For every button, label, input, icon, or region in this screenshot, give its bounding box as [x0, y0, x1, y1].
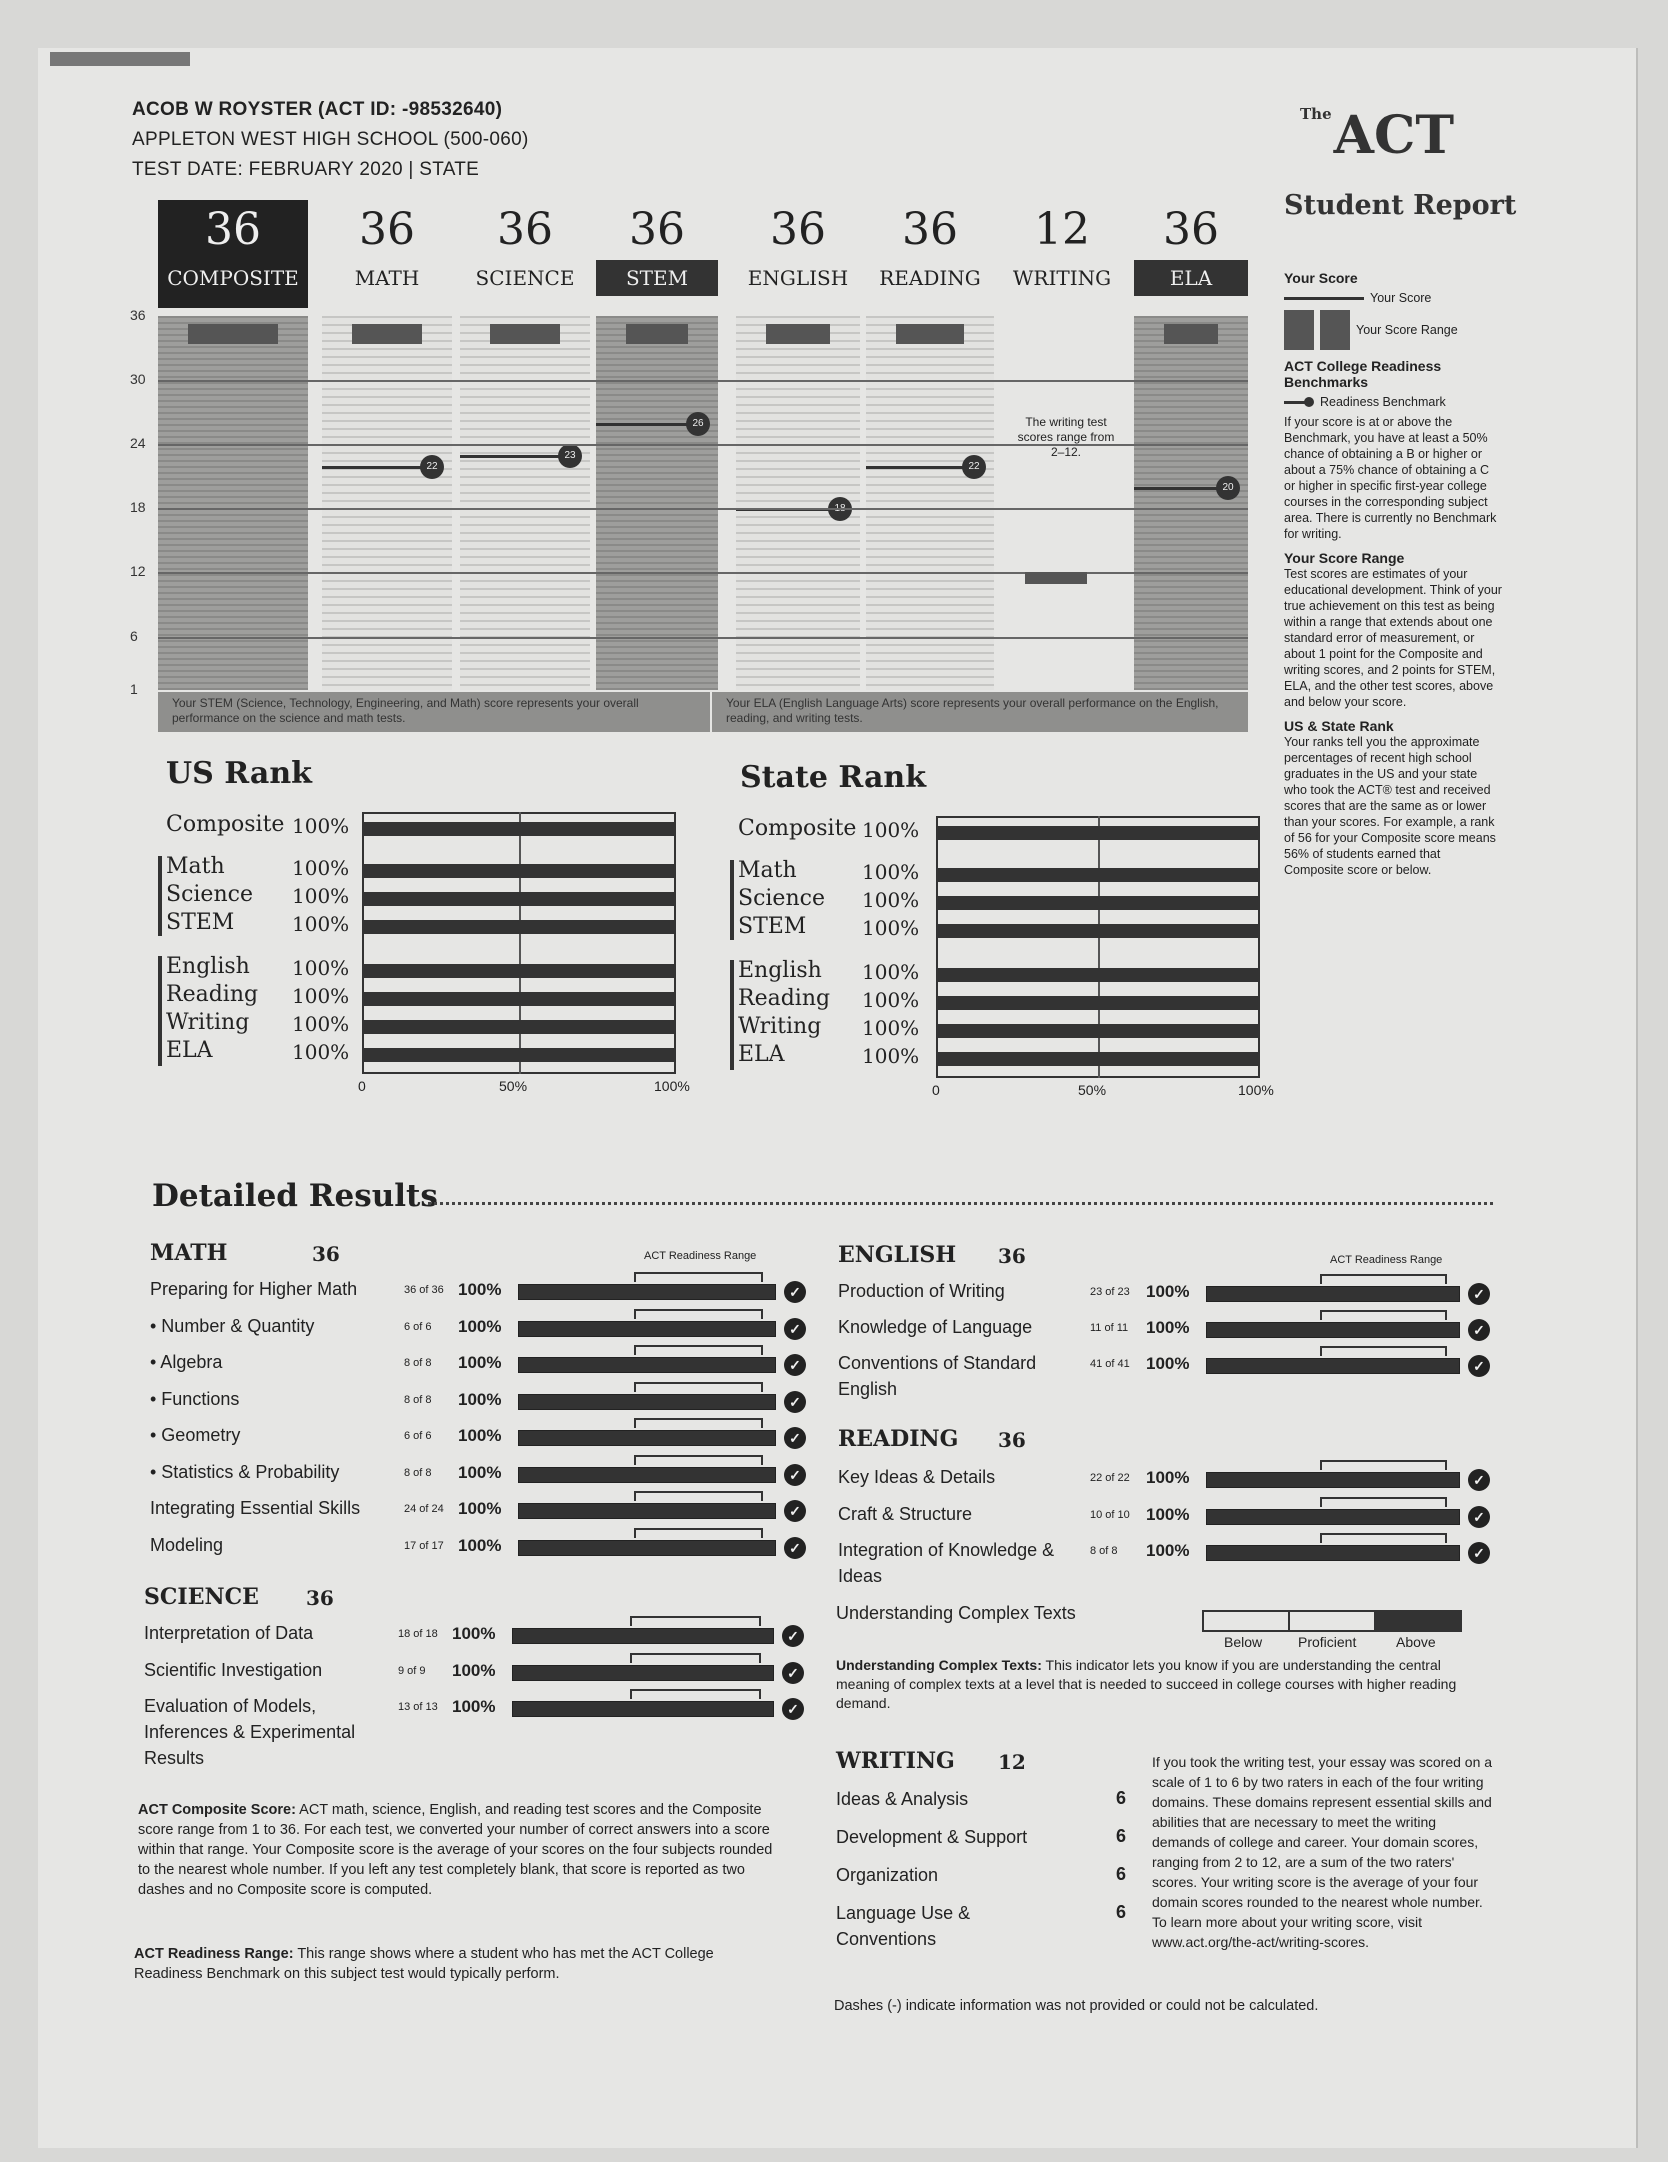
math-check-icon: ✓ [784, 1500, 806, 1522]
english-fraction: 11 of 11 [1090, 1322, 1129, 1334]
axis-gridline [158, 508, 1248, 510]
score-label: WRITING [1012, 266, 1112, 290]
benchmark-marker: 22 [962, 455, 986, 479]
range-swatch-2 [1320, 310, 1350, 350]
uct-proficient [1290, 1612, 1376, 1630]
us_rank-row-label: Composite [166, 812, 285, 837]
writing-score-bar [1025, 572, 1087, 584]
score-value: 36 [1163, 204, 1219, 255]
benchmark-marker: 23 [558, 444, 582, 468]
range-title: Your Score Range [1284, 550, 1405, 566]
uct-above [1376, 1612, 1460, 1630]
state_rank-bar [938, 996, 1258, 1010]
science-readiness-range [630, 1653, 761, 1663]
benchmark-line [596, 423, 698, 426]
science-section-title: SCIENCE [144, 1584, 259, 1610]
score-header-ela [1134, 200, 1248, 308]
us_rank-bar [364, 864, 674, 878]
score-range-bar [1164, 324, 1218, 344]
writing-domain: Ideas & Analysis [836, 1789, 969, 1809]
english-readiness-range [1320, 1274, 1447, 1284]
score-label: SCIENCE [475, 266, 575, 290]
composite-note: ACT Composite Score: ACT math, science, English, and reading test scores and the Composite score range from 1 to 36. For each test, we converted your number of correct answers into a score within that range. Your Composite score is the average of your scores on the four subjects rounded to the nearest whole number. If you left any test completely blank, that score is reported as two dashes and no Composite score is computed. [138, 1802, 773, 1898]
science-check-icon: ✓ [782, 1662, 804, 1684]
axis-tick-label: 30 [130, 371, 146, 388]
us_rank-row-pct: 100% [292, 856, 350, 880]
us_rank-row-label: STEM [166, 910, 235, 935]
score-column-math [322, 316, 452, 690]
math-readiness-range [634, 1382, 763, 1392]
reading-percent: 100% [1146, 1504, 1190, 1524]
math-check-icon: ✓ [784, 1391, 806, 1413]
us_rank-axis-label: 50% [499, 1078, 528, 1094]
math-fraction: 24 of 24 [404, 1503, 444, 1515]
reading-fraction: 22 of 22 [1090, 1472, 1130, 1484]
score-column-composite [158, 316, 308, 690]
rank-text: Your ranks tell you the approximate percentages of recent high school graduates in the US and your state who took the ACT® test and received scores that are the same as or lower than your scores. For example, a rank of 56 for your Composite score means 56% of students earned that Composite score or below. [1284, 735, 1496, 877]
science-check-icon: ✓ [782, 1625, 804, 1647]
us_rank-row-pct: 100% [292, 884, 350, 908]
math-check-icon: ✓ [784, 1318, 806, 1340]
math-bar [518, 1540, 776, 1556]
side-legend [1284, 262, 1502, 878]
math-bar [518, 1357, 776, 1373]
math-percent: 100% [458, 1462, 502, 1482]
state_rank-axis-label: 100% [1238, 1082, 1274, 1098]
us_rank-row-label: ELA [166, 1038, 213, 1063]
state_rank-row-pct: 100% [862, 988, 920, 1012]
your-score-title: Your Score [1284, 270, 1358, 286]
state_rank-row-label: ELA [738, 1042, 785, 1067]
report-title: Student Report [1284, 190, 1517, 221]
state_rank-bar [938, 1052, 1258, 1066]
detailed-results-title: Detailed Results [152, 1178, 438, 1214]
us_rank-row-pct: 100% [292, 956, 350, 980]
stem-caption: Your STEM (Science, Technology, Engineering, and Math) score represents your overall performance on the science and math tests. [158, 692, 710, 732]
uct-below-label: Below [1224, 1634, 1263, 1650]
axis-tick-label: 6 [130, 627, 138, 644]
range-text: Test scores are estimates of your educational development. Think of your true achievement on this test as being within a range that extends about one standard error of measurement, or about 1 point for the Composite and writing scores, and 2 points for STEM, ELA, and the other test scores, above and below your score. [1284, 567, 1502, 709]
score-value: 36 [629, 204, 685, 255]
math-percent: 100% [458, 1499, 502, 1518]
us_rank-row-pct: 100% [292, 912, 350, 936]
science-bar [512, 1701, 774, 1717]
math-readiness-range [634, 1491, 763, 1501]
score-header-english [736, 200, 860, 308]
state_rank-bar [938, 1024, 1258, 1038]
benchmarks-title: ACT College Readiness Benchmarks [1284, 358, 1442, 390]
math-category: Integrating Essential Skills [150, 1498, 361, 1518]
benchmark-marker: 20 [1216, 476, 1240, 500]
score-column-english [736, 316, 860, 690]
reading-section-score: 36 [998, 1428, 1026, 1452]
student-header [132, 95, 529, 185]
state_rank-bar [938, 868, 1258, 882]
score-range-bar [766, 324, 830, 344]
score-column-ela [1134, 316, 1248, 690]
math-percent: 100% [458, 1535, 502, 1555]
english-percent: 100% [1146, 1282, 1190, 1301]
benchmark-marker: 22 [420, 455, 444, 479]
reading-check-icon: ✓ [1468, 1542, 1490, 1564]
us_rank-bar [364, 822, 674, 836]
science-section-score: 36 [306, 1586, 334, 1610]
math-category: • Number & Quantity [150, 1315, 315, 1336]
state-rank-title: State Rank [740, 760, 927, 795]
us_rank-group-bracket [158, 856, 162, 936]
math-check-icon: ✓ [784, 1537, 806, 1559]
state_rank-axis-label: 0 [932, 1082, 940, 1098]
score-label: ENGLISH [747, 266, 849, 290]
math-category: Modeling [150, 1534, 224, 1555]
axis-gridline [158, 637, 1248, 639]
score-column-reading [866, 316, 994, 690]
score-header-reading [866, 200, 994, 308]
uct-above-label: Above [1396, 1634, 1436, 1650]
us_rank-row-label: Reading [166, 982, 259, 1007]
math-percent: 100% [458, 1426, 502, 1445]
math-category: Preparing for Higher Math [150, 1279, 358, 1299]
score-value: 36 [205, 204, 261, 255]
math-bar [518, 1503, 776, 1519]
math-bar [518, 1394, 776, 1410]
math-category: • Functions [150, 1388, 240, 1409]
score-label: COMPOSITE [167, 266, 299, 290]
reading-percent: 100% [1146, 1468, 1190, 1487]
writing-section-title: WRITING [836, 1748, 955, 1774]
us_rank-bar [364, 964, 674, 978]
math-fraction: 17 of 17 [404, 1539, 444, 1552]
us-rank-title: US Rank [166, 756, 312, 791]
benchmark-text: If your score is at or above the Benchmark, you have at least a 50% chance of obtaining a B or higher or about a 75% chance of obtaining a C or higher in specific first-year college courses in the corresponding subject area. There is currently no Benchmark for writing. [1284, 415, 1497, 541]
math-readiness-range [634, 1528, 763, 1538]
math-percent: 100% [458, 1280, 502, 1299]
state_rank-row-label: Composite [738, 816, 857, 841]
score-label: READING [879, 266, 981, 290]
score-line-swatch [1284, 297, 1364, 300]
us_rank-row-label: English [166, 954, 250, 979]
state_rank-bar [938, 896, 1258, 910]
us_rank-row-pct: 100% [292, 1012, 350, 1036]
math-range-label: ACT Readiness Range [644, 1250, 757, 1262]
writing-domain-score: 6 [1116, 1864, 1127, 1884]
score-range-bar [490, 324, 560, 344]
math-readiness-range [634, 1345, 763, 1355]
science-percent: 100% [452, 1660, 496, 1680]
math-section-score: 36 [312, 1242, 340, 1266]
writing-section-score: 12 [998, 1750, 1026, 1774]
math-readiness-range [634, 1309, 763, 1319]
score-header-stem [596, 200, 718, 308]
math-readiness-range [634, 1455, 763, 1465]
us_rank-midline [519, 812, 521, 1074]
english-readiness-range [1320, 1310, 1447, 1320]
us_rank-row-label: Science [166, 882, 253, 907]
english-bar [1206, 1358, 1460, 1374]
writing-range-note: The writing test scores range from 2–12. [1017, 415, 1115, 459]
math-check-icon: ✓ [784, 1464, 806, 1486]
state_rank-row-pct: 100% [862, 860, 920, 884]
state_rank-row-pct: 100% [862, 916, 920, 940]
reading-fraction: 10 of 10 [1090, 1508, 1130, 1521]
math-bar [518, 1284, 776, 1300]
benchmark-line [322, 466, 432, 469]
us_rank-bar [364, 992, 674, 1006]
science-fraction: 18 of 18 [398, 1628, 438, 1640]
english-category: Knowledge of Language [838, 1317, 1033, 1337]
state_rank-bar [938, 826, 1258, 840]
english-fraction: 41 of 41 [1090, 1358, 1130, 1370]
score-column-stem [596, 316, 718, 690]
dashes-note: Dashes (-) indicate information was not provided or could not be calculated. [834, 1998, 1319, 2014]
state_rank-row-label: Reading [738, 986, 831, 1011]
score-label: MATH [354, 266, 420, 290]
score-range-bar [188, 324, 278, 344]
us_rank-bar [364, 1048, 674, 1062]
state_rank-row-label: STEM [738, 914, 807, 939]
state_rank-row-pct: 100% [862, 818, 920, 842]
state_rank-group-bracket [730, 860, 734, 940]
score-header-science [460, 200, 590, 308]
benchmark-line [1134, 487, 1228, 490]
reading-bar [1206, 1509, 1460, 1525]
math-readiness-range [634, 1418, 763, 1428]
us_rank-axis-label: 0 [358, 1078, 366, 1094]
writing-note: If you took the writing test, your essay was scored on a scale of 1 to 6 by two raters in each of the four writing domains. These domains represent essential skills and abilities that are necessary to meet the writing demands of college and career. Your domain scores, ranging from 2 to 12, are a sum of the two raters' scores. Your writing score is the average of your four domain scores rounded to the nearest whole number. To learn more about your writing score, visit www.act.org/the-act/writing-scores. [1152, 1754, 1493, 1950]
us_rank-bar [364, 892, 674, 906]
reading-category: Key Ideas & Details [838, 1467, 996, 1487]
us_rank-axis-label: 100% [654, 1078, 690, 1094]
math-readiness-range [634, 1272, 763, 1282]
us_rank-row-label: Math [166, 854, 225, 879]
state_rank-group-bracket [730, 960, 734, 1070]
us_rank-row-pct: 100% [292, 1040, 350, 1064]
math-category: • Algebra [150, 1352, 223, 1372]
math-bar [518, 1467, 776, 1483]
math-fraction: 8 of 8 [404, 1357, 432, 1369]
math-percent: 100% [458, 1353, 502, 1372]
rank-legend-title: US & State Rank [1284, 718, 1394, 734]
reading-category: Craft & Structure [838, 1503, 973, 1524]
score-header-composite [158, 200, 308, 308]
us_rank-row-pct: 100% [292, 814, 350, 838]
science-percent: 100% [452, 1697, 496, 1716]
writing-domain: Organization [836, 1865, 939, 1885]
us_rank-row-pct: 100% [292, 984, 350, 1008]
english-category: Conventions of Standard English [838, 1353, 1037, 1399]
math-bar [518, 1430, 776, 1446]
uct-label: Understanding Complex Texts [836, 1603, 1076, 1623]
act-logo: $^{The}$ACT [1300, 105, 1455, 166]
writing-domain-score: 6 [1116, 1902, 1127, 1922]
math-check-icon: ✓ [784, 1427, 806, 1449]
state_rank-axis-label: 50% [1078, 1082, 1107, 1098]
score-range-bar [896, 324, 964, 344]
legend-your-score: Your Score [1284, 290, 1502, 306]
score-column-writing [1000, 316, 1124, 690]
state_rank-row-pct: 100% [862, 1016, 920, 1040]
score-range-bar [626, 324, 688, 344]
science-category: Evaluation of Models, Inferences & Experimental Results [144, 1696, 356, 1768]
state_rank-bar [938, 924, 1258, 938]
us_rank-bar [364, 920, 674, 934]
test-date: TEST DATE: FEBRUARY 2020 | STATE [132, 159, 480, 180]
score-label: ELA [1134, 260, 1248, 296]
math-section-title: MATH [150, 1240, 228, 1266]
axis-gridline [158, 380, 1248, 382]
writing-domain: Development & Support [836, 1827, 1028, 1847]
score-range-bar [352, 324, 422, 344]
writing-domain-score: 6 [1116, 1788, 1127, 1808]
uct-note: Understanding Complex Texts: This indicator lets you know if you are understanding the central meaning of complex texts at a level that is needed to succeed in college courses with higher reading demand. [836, 1657, 1457, 1711]
english-bar [1206, 1286, 1460, 1302]
top-scan-bar [50, 52, 190, 66]
math-check-icon: ✓ [784, 1354, 806, 1376]
english-section-title: ENGLISH [838, 1242, 957, 1268]
science-category: Interpretation of Data [144, 1623, 314, 1643]
math-fraction: 8 of 8 [404, 1393, 432, 1406]
legend-benchmark: Readiness Benchmark [1284, 394, 1502, 410]
science-check-icon: ✓ [782, 1698, 804, 1720]
state_rank-row-label: Writing [738, 1014, 822, 1039]
reading-fraction: 8 of 8 [1090, 1545, 1118, 1557]
uct-indicator [1202, 1610, 1462, 1632]
reading-check-icon: ✓ [1468, 1469, 1490, 1491]
reading-section-title: READING [838, 1426, 959, 1452]
science-readiness-range [630, 1616, 761, 1626]
english-fraction: 23 of 23 [1090, 1286, 1130, 1298]
score-value: 36 [497, 204, 553, 255]
english-bar [1206, 1322, 1460, 1338]
dotted-divider [428, 1202, 1493, 1205]
axis-tick-label: 18 [130, 499, 146, 516]
math-check-icon: ✓ [784, 1281, 806, 1303]
math-bar [518, 1321, 776, 1337]
writing-domain-score: 6 [1116, 1826, 1127, 1846]
reading-check-icon: ✓ [1468, 1506, 1490, 1528]
math-percent: 100% [458, 1389, 502, 1409]
state_rank-midline [1098, 816, 1100, 1078]
science-bar [512, 1628, 774, 1644]
school-name: APPLETON WEST HIGH SCHOOL (500-060) [132, 129, 529, 150]
score-header-writing [1000, 200, 1124, 308]
english-check-icon: ✓ [1468, 1355, 1490, 1377]
reading-readiness-range [1320, 1533, 1447, 1543]
math-percent: 100% [458, 1316, 502, 1336]
math-fraction: 6 of 6 [404, 1430, 432, 1442]
state_rank-bar [938, 968, 1258, 982]
science-fraction: 9 of 9 [398, 1664, 426, 1677]
uct-below [1204, 1612, 1290, 1630]
reading-category: Integration of Knowledge & Ideas [838, 1540, 1055, 1586]
benchmark-line [460, 455, 570, 458]
science-fraction: 13 of 13 [398, 1701, 438, 1713]
reading-bar [1206, 1545, 1460, 1561]
score-value: 36 [359, 204, 415, 255]
us_rank-row-label: Writing [166, 1010, 250, 1035]
math-category: • Geometry [150, 1425, 241, 1445]
math-fraction: 6 of 6 [404, 1320, 432, 1333]
math-fraction: 8 of 8 [404, 1466, 432, 1479]
math-fraction: 36 of 36 [404, 1284, 444, 1296]
english-category: Production of Writing [838, 1281, 1005, 1301]
score-value: 36 [902, 204, 958, 255]
reading-percent: 100% [1146, 1541, 1190, 1560]
science-bar [512, 1665, 774, 1681]
science-percent: 100% [452, 1624, 496, 1643]
student-name: ACOB W ROYSTER (ACT ID: -98532640) [132, 99, 503, 120]
english-percent: 100% [1146, 1354, 1190, 1373]
axis-tick-label: 36 [130, 307, 146, 323]
math-category: • Statistics & Probability [150, 1461, 340, 1482]
english-range-label: ACT Readiness Range [1330, 1254, 1443, 1266]
english-percent: 100% [1146, 1318, 1190, 1337]
english-section-score: 36 [998, 1244, 1026, 1268]
axis-tick-label: 24 [130, 435, 146, 452]
reading-bar [1206, 1472, 1460, 1488]
range-swatch [1284, 310, 1314, 350]
state_rank-row-label: English [738, 958, 822, 983]
state_rank-row-label: Math [738, 858, 797, 883]
state_rank-row-pct: 100% [862, 960, 920, 984]
benchmark-line [866, 466, 974, 469]
state_rank-row-label: Science [738, 886, 825, 911]
axis-tick-label: 1 [130, 681, 138, 697]
reading-readiness-range [1320, 1460, 1447, 1470]
state_rank-row-pct: 100% [862, 1044, 920, 1068]
range-note: ACT Readiness Range: This range shows where a student who has met the ACT College Readiness Benchmark on this subject test would typically perform. [134, 1946, 714, 1982]
science-category: Scientific Investigation [144, 1659, 323, 1680]
score-value: 36 [770, 204, 826, 255]
axis-tick-label: 12 [130, 563, 146, 580]
english-check-icon: ✓ [1468, 1283, 1490, 1305]
score-header-math [322, 200, 452, 308]
reading-readiness-range [1320, 1497, 1447, 1507]
state_rank-row-pct: 100% [862, 888, 920, 912]
us_rank-group-bracket [158, 956, 162, 1066]
score-label: STEM [596, 260, 718, 296]
science-readiness-range [630, 1689, 761, 1699]
uct-proficient-label: Proficient [1298, 1634, 1357, 1650]
score-value: 12 [1034, 204, 1090, 255]
legend-score-range: Your Score Range [1284, 310, 1502, 350]
us_rank-bar [364, 1020, 674, 1034]
english-readiness-range [1320, 1346, 1447, 1356]
score-column-science [460, 316, 590, 690]
benchmark-marker: 26 [686, 412, 710, 436]
writing-domain: Language Use & Conventions [836, 1903, 971, 1949]
ela-caption: Your ELA (English Language Arts) score represents your overall performance on the English, reading, and writing tests. [712, 692, 1248, 732]
english-check-icon: ✓ [1468, 1319, 1490, 1341]
